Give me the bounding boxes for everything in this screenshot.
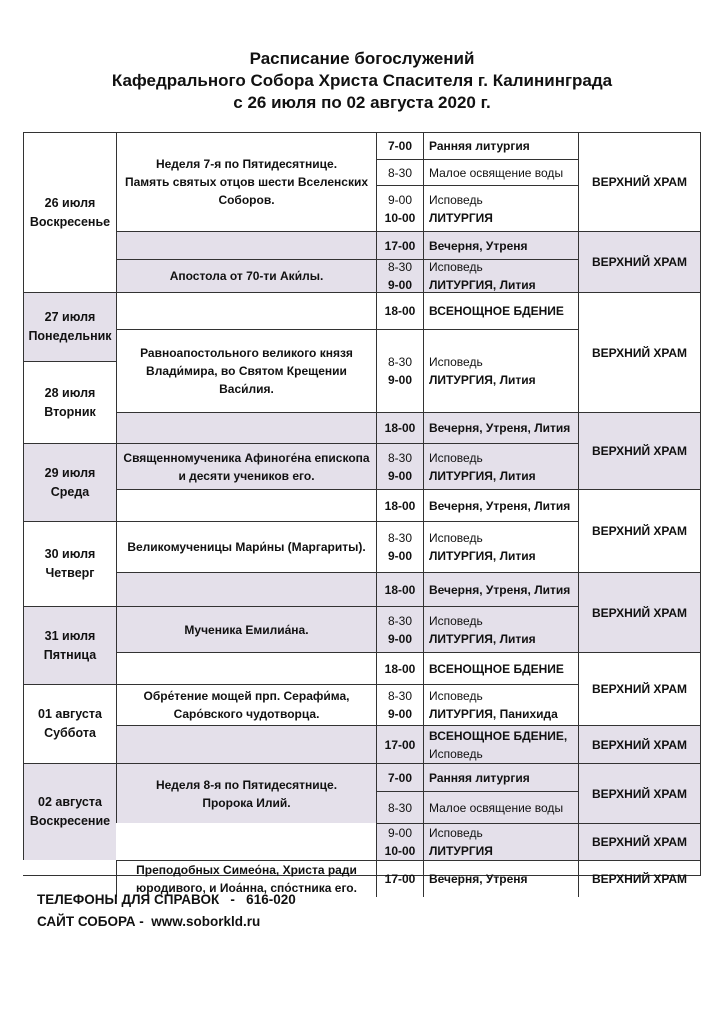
service: Вечерня, Утреня <box>429 238 528 253</box>
day-date: 31 июля <box>44 628 96 643</box>
time: 8-30 <box>387 531 413 545</box>
day-weekday: Среда <box>50 484 90 499</box>
time: 9-00 <box>387 707 413 721</box>
time-cell <box>376 292 423 329</box>
day-cell <box>23 132 116 292</box>
day-weekday: Вторник <box>44 404 96 419</box>
time: 9-00 <box>387 468 413 483</box>
place-cell <box>578 725 700 763</box>
place-cell <box>578 860 700 897</box>
time: 18-00 <box>384 421 416 435</box>
empty-cell <box>116 572 376 606</box>
service: ЛИТУРГИЯ, Лития <box>429 631 536 646</box>
service: Исповедь <box>429 613 483 628</box>
day-date: 26 июля <box>44 195 96 210</box>
service: Вечерня, Утреня <box>429 872 528 886</box>
time-cell <box>376 823 423 860</box>
feast-cell <box>116 132 376 231</box>
feast-line: Соборов. <box>218 193 275 207</box>
place-cell <box>578 231 700 292</box>
place: ВЕРХНИЙ ХРАМ <box>591 835 688 849</box>
time: 8-30 <box>387 260 413 274</box>
day-weekday: Суббота <box>44 726 96 740</box>
day-weekday: Пятница <box>43 647 97 662</box>
place-cell <box>578 652 700 725</box>
service-cell <box>423 572 578 606</box>
time-cell <box>376 860 423 897</box>
place: ВЕРХНИЙ ХРАМ <box>591 737 688 752</box>
time-cell <box>376 231 423 259</box>
time: 17-00 <box>384 872 416 886</box>
time: 10-00 <box>384 844 416 858</box>
service: Исповедь <box>429 826 483 840</box>
service: ЛИТУРГИЯ, Лития <box>429 278 536 292</box>
time: 9-00 <box>387 826 413 840</box>
day-cell <box>23 361 116 443</box>
day-cell <box>23 521 116 606</box>
service: Малое освящение воды <box>429 165 564 180</box>
day-date: 28 июля <box>44 385 96 400</box>
place-cell <box>578 572 700 652</box>
empty-cell <box>116 725 376 763</box>
day-weekday: Понедельник <box>28 329 112 343</box>
place: ВЕРХНИЙ ХРАМ <box>591 345 688 360</box>
service-cell <box>423 489 578 521</box>
time-cell <box>376 329 423 412</box>
feast-line: Великомученицы Мари́ны (Маргариты). <box>127 540 366 554</box>
time-cell <box>376 791 423 823</box>
site-line[interactable]: САЙТ СОБОРА - www.soborkld.ru <box>37 914 261 929</box>
service-cell <box>423 443 578 489</box>
service: ЛИТУРГИЯ, Панихида <box>429 707 558 721</box>
time-cell <box>376 521 423 572</box>
day-date: 02 августа <box>38 795 102 809</box>
service: Вечерня, Утреня, Лития <box>429 498 571 513</box>
time-cell <box>376 489 423 521</box>
day-cell <box>23 684 116 763</box>
feast-line: Васи́лия. <box>219 382 274 396</box>
time-cell <box>376 159 423 185</box>
time-cell <box>376 652 423 684</box>
day-date: 30 июля <box>44 547 96 561</box>
service: Исповедь <box>429 746 483 761</box>
service-cell <box>423 860 578 897</box>
time: 17-00 <box>384 238 416 253</box>
time-cell <box>376 443 423 489</box>
time: 9-00 <box>387 278 413 292</box>
service-cell <box>423 823 578 860</box>
schedule-table <box>23 132 701 895</box>
service-cell <box>423 231 578 259</box>
time: 18-00 <box>384 582 416 597</box>
empty-cell <box>116 652 376 684</box>
time-cell <box>376 684 423 725</box>
day-date: 29 июля <box>44 465 96 480</box>
time-cell <box>376 412 423 443</box>
feast-line: Неделя 8-я по Пятидесятнице. <box>155 777 338 792</box>
title-line-2: Кафедрального Собора Христа Спасителя г. Калининграда <box>111 71 613 90</box>
title-line-3: с 26 июля по 02 августа 2020 г. <box>233 93 491 112</box>
time: 9-00 <box>387 631 413 646</box>
day-date: 01 августа <box>38 707 102 721</box>
feast-cell <box>116 606 376 652</box>
time-cell <box>376 132 423 159</box>
time: 9-00 <box>387 192 413 207</box>
service: ЛИТУРГИЯ, Лития <box>429 373 536 387</box>
time: 8-30 <box>387 689 413 703</box>
feast-line: Саро́вского чудотворца. <box>173 707 320 721</box>
service: Исповедь <box>429 689 483 703</box>
time: 10-00 <box>384 210 416 225</box>
service: ЛИТУРГИЯ <box>429 210 493 225</box>
service-cell <box>423 132 578 159</box>
place-cell <box>578 132 700 231</box>
feast-line: Обре́тение мощей прп. Серафи́ма, <box>143 689 350 703</box>
feast-cell <box>116 329 376 412</box>
service: ВСЕНОЩНОЕ БДЕНИЕ <box>429 304 564 318</box>
service: Вечерня, Утреня, Лития <box>429 421 571 435</box>
time-cell <box>376 763 423 791</box>
service: ЛИТУРГИЯ, Лития <box>429 468 536 483</box>
place: ВЕРХНИЙ ХРАМ <box>591 682 688 696</box>
feast-cell <box>116 259 376 292</box>
service-cell <box>423 412 578 443</box>
feast-cell <box>116 521 376 572</box>
service-cell <box>423 521 578 572</box>
service: ЛИТУРГИЯ <box>429 844 493 858</box>
time: 8-30 <box>387 800 413 815</box>
day-weekday: Четверг <box>45 566 95 580</box>
feast-line: Пророка Илий. <box>202 795 291 810</box>
time: 18-00 <box>384 498 416 513</box>
day-cell <box>23 292 116 361</box>
feast-line: Преподобных Симео́на, Христа ради <box>136 863 357 877</box>
service: ЛИТУРГИЯ, Лития <box>429 549 536 563</box>
place: ВЕРХНИЙ ХРАМ <box>591 444 688 458</box>
feast-line: и десяти учеников его. <box>178 468 315 483</box>
service: ВСЕНОЩНОЕ БДЕНИЕ <box>429 661 564 676</box>
time: 17-00 <box>384 737 416 752</box>
feast-line: Апостола от 70-ти Аки́лы. <box>169 269 324 283</box>
place-cell <box>578 489 700 572</box>
service-cell <box>423 791 578 823</box>
service-cell <box>423 684 578 725</box>
time: 9-00 <box>387 373 413 387</box>
place-cell <box>578 292 700 412</box>
place: ВЕРХНИЙ ХРАМ <box>591 786 688 801</box>
service: Исповедь <box>429 192 483 207</box>
day-weekday: Воскресение <box>29 814 111 828</box>
feast-cell <box>116 763 376 823</box>
place: ВЕРХНИЙ ХРАМ <box>591 605 688 620</box>
service-cell <box>423 763 578 791</box>
place-cell <box>578 763 700 823</box>
service: Исповедь <box>429 355 483 369</box>
service: Вечерня, Утреня, Лития <box>429 582 571 597</box>
time-cell <box>376 606 423 652</box>
feast-line: Равноапостольного великого князя <box>140 346 353 360</box>
time-cell <box>376 259 423 292</box>
day-weekday: Воскресенье <box>29 214 111 229</box>
feast-line: Мученика Емилиа́на. <box>184 622 309 637</box>
service: ВСЕНОЩНОЕ БДЕНИЕ, <box>429 728 568 743</box>
contact-footer <box>37 889 296 933</box>
day-cell <box>23 606 116 684</box>
day-cell <box>23 763 116 860</box>
time: 18-00 <box>384 661 416 676</box>
time: 8-30 <box>387 613 413 628</box>
place: ВЕРХНИЙ ХРАМ <box>591 255 688 269</box>
phone-line: ТЕЛЕФОНЫ ДЛЯ СПРАВОК - 616-020 <box>37 892 296 907</box>
place-cell <box>578 823 700 860</box>
empty-cell <box>116 412 376 443</box>
feast-cell <box>116 443 376 489</box>
time: 9-00 <box>387 549 413 563</box>
time: 18-00 <box>384 304 416 318</box>
place-cell <box>578 412 700 489</box>
service-cell <box>423 292 578 329</box>
service-cell <box>423 185 578 231</box>
service-cell <box>423 725 578 763</box>
time-cell <box>376 185 423 231</box>
service-cell <box>423 606 578 652</box>
empty-cell <box>116 292 376 329</box>
service: Исповедь <box>429 260 483 274</box>
time: 8-30 <box>387 165 413 180</box>
time: 8-30 <box>387 355 413 369</box>
schedule-title <box>0 48 724 114</box>
feast-line: Влади́мира, во Святом Крещении <box>146 364 347 378</box>
feast-line: юродивого, и Иоа́нна, спо́стника его. <box>136 881 357 895</box>
feast-cell <box>116 684 376 725</box>
feast-line: Память святых отцов шести Вселенских <box>124 175 369 189</box>
service-cell <box>423 329 578 412</box>
service-cell <box>423 259 578 292</box>
empty-cell <box>116 231 376 259</box>
service: Исповедь <box>429 450 483 465</box>
service: Исповедь <box>429 531 483 545</box>
service-cell <box>423 159 578 185</box>
empty-cell <box>116 489 376 521</box>
service-cell <box>423 652 578 684</box>
time: 7-00 <box>387 139 413 153</box>
time: 7-00 <box>387 770 413 785</box>
service: Ранняя литургия <box>429 770 530 785</box>
time: 8-30 <box>387 450 413 465</box>
time-cell <box>376 725 423 763</box>
feast-line: Священномученика Афиноге́на епископа <box>123 450 370 465</box>
place: ВЕРХНИЙ ХРАМ <box>591 872 688 886</box>
service: Ранняя литургия <box>429 139 530 153</box>
time-cell <box>376 572 423 606</box>
day-date: 27 июля <box>44 310 96 324</box>
place: ВЕРХНИЙ ХРАМ <box>591 175 688 189</box>
feast-line: Неделя 7-я по Пятидесятнице. <box>155 157 338 171</box>
service: Малое освящение воды <box>429 800 564 815</box>
place: ВЕРХНИЙ ХРАМ <box>591 524 688 538</box>
title-line-1: Расписание богослужений <box>249 49 475 68</box>
day-cell <box>23 443 116 521</box>
